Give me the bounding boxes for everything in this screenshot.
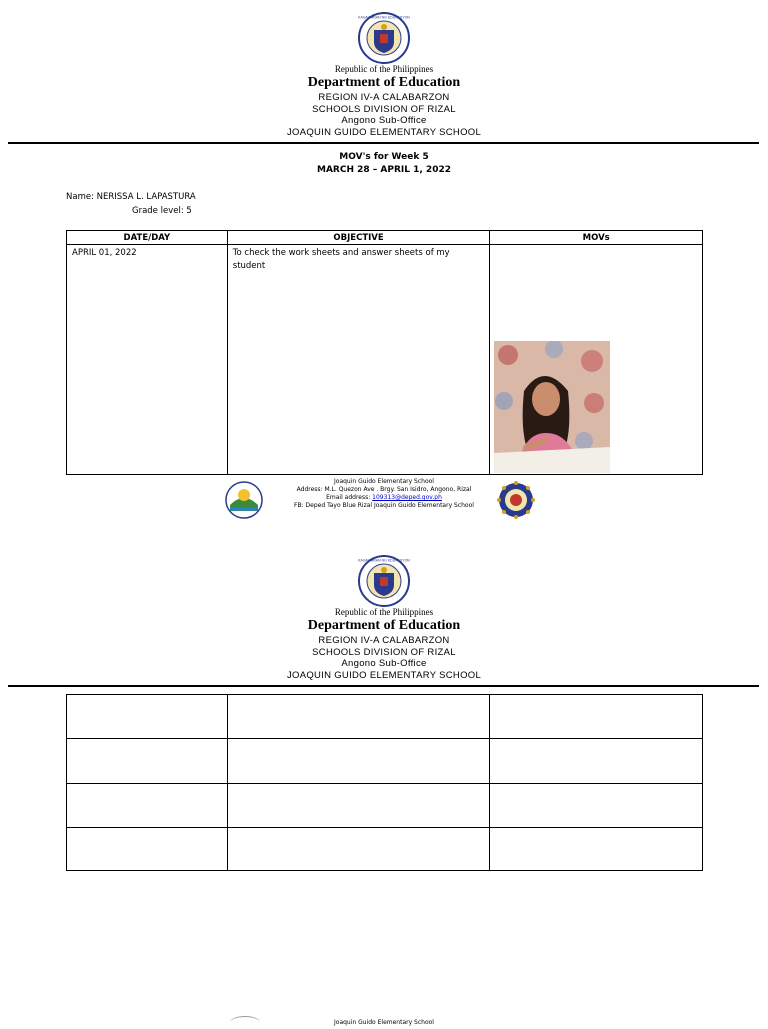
cell-movs xyxy=(490,245,703,475)
table-row xyxy=(67,828,703,871)
region-label: REGION IV-A CALABARZON xyxy=(318,635,450,646)
document-title: MOV's for Week 5 xyxy=(339,152,429,162)
table-cell xyxy=(227,695,490,739)
mov-table xyxy=(66,230,703,475)
student-photo xyxy=(494,341,610,473)
suboffice-label: Angono Sub-Office xyxy=(341,658,427,669)
cell-date: APRIL 01, 2022 xyxy=(67,245,228,475)
table-cell xyxy=(67,695,228,739)
column-header-objective: OBJECTIVE xyxy=(227,231,490,245)
footer-info xyxy=(270,478,498,510)
footer-address: Address: M.L. Quezon Ave . Brgy. San Isidro, Angono, Rizal xyxy=(296,486,472,493)
column-header-date: DATE/DAY xyxy=(67,231,228,245)
header-divider xyxy=(8,142,759,144)
table-cell xyxy=(227,739,490,784)
table-row xyxy=(67,739,703,784)
deped-seal-icon xyxy=(358,12,410,64)
division-logo-icon xyxy=(230,1016,260,1029)
table-row xyxy=(67,245,703,475)
table-row xyxy=(67,784,703,828)
school-name: JOAQUIN GUIDO ELEMENTARY SCHOOL xyxy=(286,670,482,681)
table-cell xyxy=(67,828,228,871)
footer-school: Joaquin Guido Elementary School xyxy=(334,1019,434,1026)
footer-school: Joaquin Guido Elementary School xyxy=(334,478,434,485)
table-cell xyxy=(490,828,703,871)
continuation-table xyxy=(66,694,703,871)
division-label: SCHOOLS DIVISION OF RIZAL xyxy=(312,104,456,115)
table-cell xyxy=(490,784,703,828)
footer-email-line xyxy=(270,494,498,502)
svg-text:KAGAWARAN NG EDUKASYON: KAGAWARAN NG EDUKASYON xyxy=(358,15,410,20)
division-label: SCHOOLS DIVISION OF RIZAL xyxy=(312,647,456,658)
table-cell xyxy=(67,739,228,784)
footer-email-link[interactable]: 109313@deped.gov.ph xyxy=(372,494,442,501)
table-cell xyxy=(490,695,703,739)
table-cell xyxy=(67,784,228,828)
cell-objective: To check the work sheets and answer sheets of my student xyxy=(227,245,490,475)
document-dates: MARCH 28 – APRIL 1, 2022 xyxy=(317,165,451,175)
division-logo-icon xyxy=(225,481,263,519)
school-logo-icon xyxy=(497,481,535,519)
column-header-movs: MOVs xyxy=(490,231,703,245)
school-name: JOAQUIN GUIDO ELEMENTARY SCHOOL xyxy=(286,127,482,138)
svg-text:KAGAWARAN NG EDUKASYON: KAGAWARAN NG EDUKASYON xyxy=(358,558,410,563)
grade-level: Grade level: 5 xyxy=(132,206,192,216)
region-label: REGION IV-A CALABARZON xyxy=(318,92,450,103)
department-title: Department of Education xyxy=(307,75,461,90)
teacher-name: Name: NERISSA L. LAPASTURA xyxy=(66,192,196,202)
footer-email-label: Email address: xyxy=(326,494,373,501)
department-title: Department of Education xyxy=(307,618,461,633)
suboffice-label: Angono Sub-Office xyxy=(341,115,427,126)
header-divider xyxy=(8,685,759,687)
deped-seal-icon xyxy=(358,555,410,607)
republic-label: Republic of the Philippines xyxy=(334,64,434,74)
footer-fb: FB: Deped Tayo Blue Rizal Joaquin Guido Elementary School xyxy=(294,502,474,509)
table-cell xyxy=(227,784,490,828)
table-cell xyxy=(227,828,490,871)
table-header-row xyxy=(67,231,703,245)
table-row xyxy=(67,695,703,739)
table-cell xyxy=(490,739,703,784)
republic-label: Republic of the Philippines xyxy=(334,607,434,617)
